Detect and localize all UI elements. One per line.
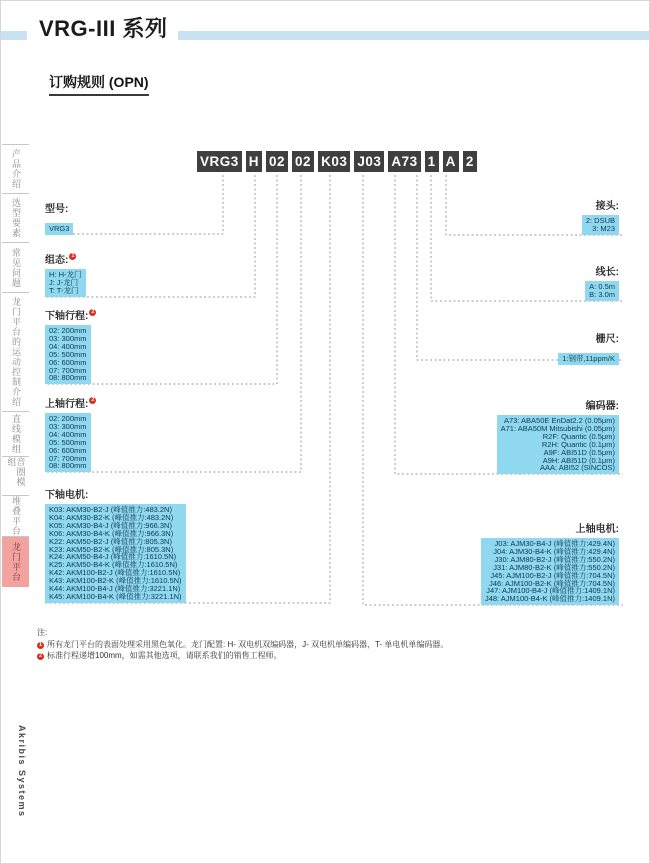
option-item: B: 3.0m xyxy=(589,289,615,299)
option-item: K23: AKM50-B2-K (峰值推力:805.3N) xyxy=(49,544,174,554)
group-configuration-options xyxy=(45,269,86,297)
group-upper-axis-stroke-options xyxy=(45,413,91,472)
group-connector xyxy=(582,201,619,236)
option-item: K24: AKM50-B4-J (峰值推力:1610.5N) xyxy=(49,552,177,562)
part-number-bar xyxy=(197,151,477,172)
header-accent-bar-left xyxy=(1,31,27,40)
option-item: AAA: ABI52 (SINCOS) xyxy=(539,463,615,473)
group-model-label: 型号: xyxy=(45,204,69,215)
option-item: J48: AJM100-B4-K (峰值推力:1409.1N) xyxy=(484,594,615,604)
group-lower-axis-motor xyxy=(45,490,186,604)
group-scale-label: 栅尺: xyxy=(595,334,619,345)
group-scale-options xyxy=(558,353,619,365)
option-item: 3: M23 xyxy=(592,223,615,233)
sidebar-tab-label: 龙门平台的运动控制介绍 xyxy=(11,297,21,407)
footnote-line xyxy=(37,650,448,662)
option-item: K25: AKM50-B4-K (峰值推力:1610.5N) xyxy=(49,560,178,570)
option-item: 03: 300mm xyxy=(49,333,87,343)
group-lower-axis-motor-options xyxy=(45,504,186,603)
part-number-segment: 1 xyxy=(425,151,439,172)
option-item: K22: AKM50-B2-J (峰值推力:805.3N) xyxy=(49,536,172,546)
option-item: R2F: Quantic (0.5μm) xyxy=(542,431,615,441)
sidebar-tab-label: 堆叠平台 xyxy=(11,496,21,536)
footnote-line xyxy=(37,639,448,651)
option-item: J47: AJM100-B4-J (峰值推力:1409.1N) xyxy=(486,586,615,596)
group-encoder-options xyxy=(497,415,619,474)
option-item: 04: 400mm xyxy=(49,429,87,439)
part-number-segment: 2 xyxy=(463,151,477,172)
footnote-marker-icon: 1 xyxy=(38,641,43,648)
sidebar-tabs xyxy=(2,144,29,587)
sidebar-tab-label: 选型要素 xyxy=(11,198,21,238)
option-item: VRG3 xyxy=(49,224,70,233)
option-item: A9F: ABI51D (0.5μm) xyxy=(543,447,615,457)
part-number-segment: A xyxy=(443,151,459,172)
sidebar-tab[interactable] xyxy=(2,292,29,411)
group-cable-length-options xyxy=(585,281,619,301)
group-configuration-label: 组态: xyxy=(45,255,69,266)
option-item: K04: AKM30-B2-K (峰值推力:483.2N) xyxy=(49,512,174,522)
option-item: A9H: ABI51D (0.1μm) xyxy=(542,455,615,465)
option-item: T: T-龙门 xyxy=(49,285,79,295)
part-number-segment: H xyxy=(246,151,262,172)
option-item: 2: DSUB xyxy=(585,216,615,225)
option-item: 02: 200mm xyxy=(49,414,87,423)
sidebar-tab-label: 音圈模组 xyxy=(6,457,26,487)
option-item: K06: AKM30-B4-K (峰值推力:966.3N) xyxy=(49,528,174,538)
part-number-segment: J03 xyxy=(354,151,384,172)
group-scale xyxy=(558,334,619,366)
option-item: J45: AJM100-B2-J (峰值推力:704.5N) xyxy=(490,570,615,580)
page-title: VRG-III 系列 xyxy=(39,16,168,41)
option-item: J03: AJM30-B4-J (峰值推力:429.4N) xyxy=(494,539,615,548)
group-upper-axis-motor xyxy=(481,524,619,606)
group-configuration xyxy=(45,255,86,298)
sidebar-tab-label: 直线模组 xyxy=(11,414,21,454)
option-item: J04: AJM30-B4-K (峰值推力:429.4N) xyxy=(493,546,615,556)
sidebar-tab-label: 产品介绍 xyxy=(11,149,21,189)
part-number-segment: A73 xyxy=(388,151,420,172)
option-item: 03: 300mm xyxy=(49,421,87,431)
section-subtitle: 订购规则 (OPN) xyxy=(49,72,149,96)
option-item: K42: AKM100-B2-J (峰值推力:1610.5N) xyxy=(49,568,181,578)
sidebar-tab[interactable] xyxy=(2,193,29,242)
group-model xyxy=(45,204,73,236)
option-item: 05: 500mm xyxy=(49,437,87,447)
group-lower-axis-stroke-options xyxy=(45,325,91,384)
group-upper-axis-motor-options xyxy=(481,538,619,605)
footnote-text: 所有龙门平台的表面处理采用黑色氧化。龙门配置: H- 双电机双编码器，J- 双电机单编码器，T- 单电机单编码器。 xyxy=(47,639,449,649)
option-item: K45: AKM100-B4-K (峰值推力:3221.1N) xyxy=(49,591,182,601)
sidebar-tab-label: 常见问题 xyxy=(11,247,21,288)
option-item: J: J-龙门 xyxy=(49,277,79,287)
part-number-segment: 02 xyxy=(292,151,314,172)
option-item: A73: ABA50E EnDat2.2 (0.05μm) xyxy=(503,416,615,425)
option-item: K05: AKM30-B4-J (峰值推力:966.3N) xyxy=(49,520,172,530)
sidebar-tab[interactable] xyxy=(2,536,29,587)
option-item: J30: AJM80-B2-J (峰值推力:550.2N) xyxy=(494,554,615,564)
footnote-ref-icon: 1 xyxy=(71,253,75,259)
group-encoder xyxy=(497,401,619,475)
sidebar-tab[interactable] xyxy=(2,242,29,292)
option-item: K44: AKM100-B4-J (峰值推力:3221.1N) xyxy=(49,584,181,594)
option-item: K43: AKM100-B2-K (峰值推力:1610.5N) xyxy=(49,576,182,586)
option-item: 05: 500mm xyxy=(49,349,87,359)
option-item: 08: 800mm xyxy=(49,373,87,383)
sidebar-tab[interactable] xyxy=(2,495,29,536)
sidebar-tab[interactable] xyxy=(2,456,29,495)
group-cable-length xyxy=(585,267,619,302)
option-item: A71: ABA50M Mitsubishi (0.05μm) xyxy=(500,423,615,433)
part-number-segment: VRG3 xyxy=(197,151,242,172)
footnote-marker-icon: 2 xyxy=(38,653,43,659)
group-encoder-label: 编码器: xyxy=(585,401,619,412)
option-item: 07: 700mm xyxy=(49,453,87,463)
option-item: 02: 200mm xyxy=(49,326,87,335)
group-upper-axis-motor-label: 上轴电机: xyxy=(575,524,619,535)
group-upper-axis-stroke xyxy=(45,399,96,473)
option-item: 06: 600mm xyxy=(49,357,87,367)
footnote-ref-icon: 2 xyxy=(91,309,95,315)
sidebar-tab[interactable] xyxy=(2,144,29,193)
part-number-segment: 02 xyxy=(266,151,288,172)
option-item: K03: AKM30-B2-J (峰值推力:483.2N) xyxy=(49,505,172,514)
option-item: 06: 600mm xyxy=(49,445,87,455)
footnotes-heading: 注: xyxy=(37,628,48,637)
option-item: 04: 400mm xyxy=(49,341,87,351)
footnotes xyxy=(37,627,448,662)
option-item: 1:钢带,11ppm/K xyxy=(562,354,615,363)
sidebar-tab-label: 龙门平台 xyxy=(11,542,21,582)
option-item: A: 0.5m xyxy=(589,282,615,291)
group-lower-axis-motor-label: 下轴电机: xyxy=(45,490,89,501)
footnote-text: 标准行程递增100mm，如需其他选项，请联系我们的销售工程师。 xyxy=(47,651,282,660)
part-number-segment: K03 xyxy=(318,151,350,172)
footnote-ref-icon: 2 xyxy=(91,397,95,403)
footnotes-list xyxy=(37,639,448,662)
group-upper-axis-stroke-label: 上轴行程: xyxy=(45,399,89,410)
option-item: J46: AJM100-B2-K (峰值推力:704.5N) xyxy=(489,578,615,588)
group-lower-axis-stroke xyxy=(45,311,96,385)
option-item: R2H: Quantic (0.1μm) xyxy=(541,439,615,449)
header-accent-bar-right xyxy=(178,31,650,40)
sidebar-tab[interactable] xyxy=(2,411,29,456)
group-connector-options xyxy=(582,215,619,235)
group-model-options xyxy=(45,223,73,235)
brand-vertical-text: Akribis Systems xyxy=(17,725,27,818)
group-lower-axis-stroke-label: 下轴行程: xyxy=(45,311,89,322)
option-item: H: H-龙门 xyxy=(49,270,82,279)
option-item: 08: 800mm xyxy=(49,461,87,471)
group-connector-label: 接头: xyxy=(595,201,619,212)
option-item: 07: 700mm xyxy=(49,365,87,375)
option-item: J31: AJM80-B2-K (峰值推力:550.2N) xyxy=(493,562,615,572)
group-cable-length-label: 线长: xyxy=(595,267,619,278)
